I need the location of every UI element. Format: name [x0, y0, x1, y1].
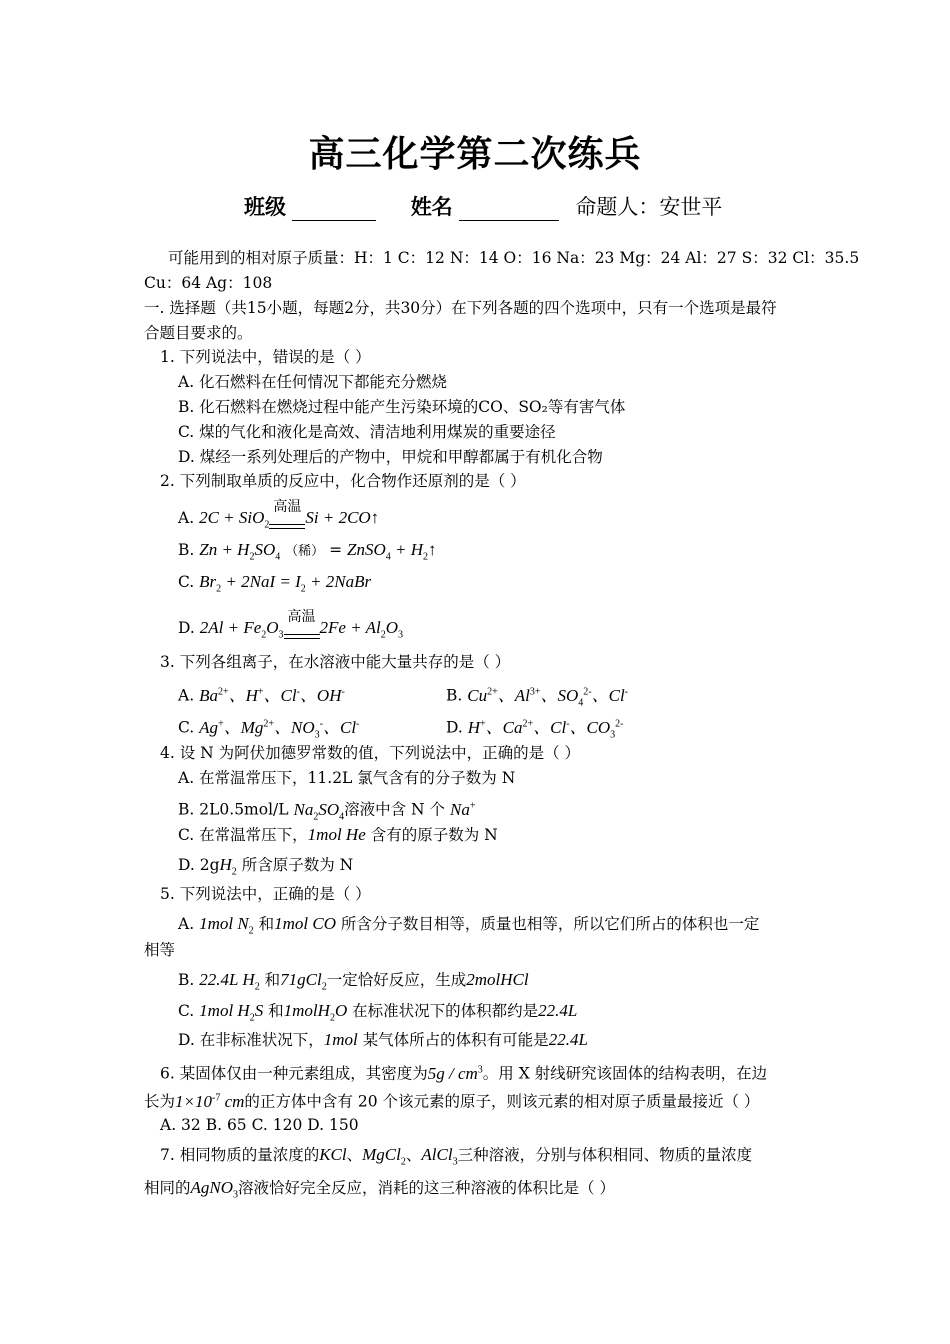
- q2-stem: 2. 下列制取单质的反应中，化合物作还原剂的是（ ）: [160, 472, 526, 490]
- q3-stem: 3. 下列各组离子，在水溶液中能大量共存的是（ ）: [160, 653, 511, 671]
- author: 安世平: [659, 195, 723, 219]
- q2-option-d: D. $2Al + Fe_2O_3$ 高温 $2Fe + Al_2O_3$: [178, 618, 403, 645]
- q5-option-d: D. 在非标准状况下，1mol 某气体所占的体积有可能是22.4L: [178, 1030, 588, 1049]
- q5-option-a-cont: 相等: [144, 941, 176, 959]
- page-title: 高三化学第二次练兵: [308, 133, 642, 175]
- q4-option-d: D. $2gH_2$ 所含原子数为 N: [178, 855, 354, 878]
- q3-option-c: C. Ag+、$Mg^{2+}$、$NO_3^-$、Cl-: [178, 717, 360, 741]
- q2-option-c: C. $Br_2 + 2NaI = I_2$ + 2NaBr: [178, 572, 372, 595]
- class-label: 班级: [244, 194, 286, 219]
- high-temp-condition: 高温: [269, 515, 305, 535]
- q1-option-d: D. 煤经一系列处理后的产物中，甲烷和甲醇都属于有机化合物: [178, 448, 603, 466]
- q2-option-a: A. 2C + SiO$_2$ 高温 Si + 2CO↑: [178, 508, 379, 535]
- author-label: 命题人：: [575, 195, 660, 219]
- q2-option-b: B. $Zn + H_2SO_4$ （稀） = ZnSO$_4$ + $H_2↑$: [178, 540, 437, 563]
- q4-option-a: A. 在常温常压下，11.2L 氯气含有的分子数为 N: [178, 769, 516, 787]
- q6-options: A. 32 B. 65 C. 120 D. 150: [160, 1116, 359, 1134]
- q3-option-d: D. H+、$Ca^{2+}$、Cl-、$CO_3^{2-}$: [446, 717, 624, 741]
- q7-line2: 相同的AgNO$_3$溶液恰好完全反应，消耗的这三种溶液的体积比是（ ）: [144, 1178, 615, 1201]
- class-blank: [292, 190, 376, 221]
- q4-option-c: C. 在常温常压下，1mol He 含有的原子数为 N: [178, 825, 498, 844]
- atomic-masses-line1: 可能用到的相对原子质量：H：1 C：12 N：14 O：16 Na：23 Mg：24 Al：27 S：32 Cl：35.5: [168, 249, 860, 267]
- q1-stem: 1. 下列说法中，错误的是（ ）: [160, 348, 371, 366]
- q3-option-b: B. $Cu^{2+}$、$Al^{3+}$、$SO_4^{2-}$、Cl-: [446, 685, 629, 709]
- q5-option-b: B. 22.4L $H_2$ 和71gCl$_2$一定恰好反应，生成2molHCl: [178, 970, 529, 993]
- q7-line1: 7. 相同物质的量浓度的KCl、MgCl$_2$、AlCl$_3$三种溶液，分别与体积相同、物质的量浓度: [160, 1145, 753, 1168]
- name-label: 姓名: [410, 194, 453, 219]
- section-heading-2: 合题目要求的。: [144, 324, 253, 342]
- q4-stem: 4. 设 N 为阿伏加德罗常数的值，下列说法中，正确的是（ ）: [160, 744, 581, 762]
- section-heading-1: 一. 选择题（共15小题，每题2分，共30分）在下列各题的四个选项中，只有一个选项是最符: [144, 299, 777, 317]
- q1-option-a: A. 化石燃料在任何情况下都能充分燃烧: [178, 373, 448, 391]
- q6-line2: 长为$1\times 10^{-7}$ cm的正方体中含有 20 个该元素的原子，则该元素的相对原子质量最接近（ ）: [144, 1091, 760, 1111]
- q1-option-c: C. 煤的气化和液化是高效、清洁地利用煤炭的重要途径: [178, 423, 556, 441]
- dilute-note: （稀）: [285, 544, 325, 559]
- q5-option-a: A. 1mol $N_2$ 和1mol CO 所含分子数目相等，质量也相等，所以它们所占的体积也一定: [178, 914, 760, 937]
- q3-option-a: A. $Ba^{2+}$、H+、Cl-、OH-: [178, 685, 345, 705]
- q6-line1: 6. 某固体仅由一种元素组成，其密度为$5g / cm^3$。用 X 射线研究该固体的结构表明，在边: [160, 1063, 768, 1083]
- atomic-masses-line2: Cu：64 Ag：108: [144, 274, 273, 292]
- q5-option-c: C. 1mol $H_2S$ 和1molH$_2$O 在标准状况下的体积都约是22.4L: [178, 1001, 578, 1024]
- q4-option-b: B. 2L0.5mol/L $Na_2SO_4$溶液中含 N 个 Na+: [178, 799, 476, 823]
- q5-stem: 5. 下列说法中，正确的是（ ）: [160, 885, 371, 903]
- high-temp-condition-2: 高温: [284, 625, 320, 645]
- header-line: [244, 190, 722, 221]
- name-blank: [459, 190, 559, 221]
- q1-option-b: B. 化石燃料在燃烧过程中能产生污染环境的CO、SO₂等有害气体: [178, 398, 626, 416]
